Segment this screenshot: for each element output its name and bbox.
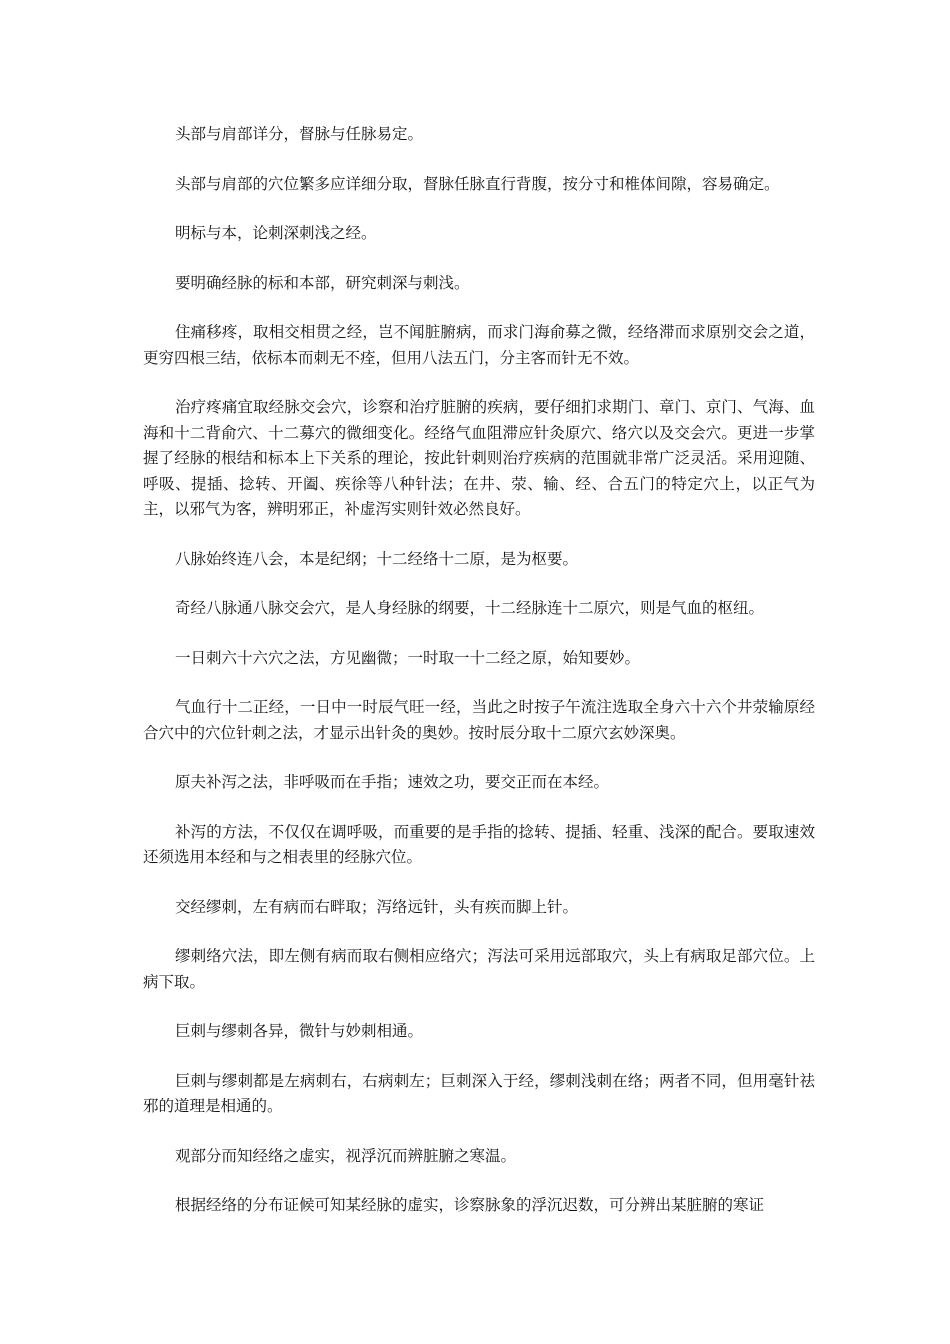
paragraph: 缪刺络穴法，即左侧有病而取右侧相应络穴；泻法可采用远部取穴，头上有病取足部穴位。上病下取。: [143, 947, 815, 991]
paragraph: 要明确经脉的标和本部，研究刺深与刺浅。: [175, 273, 470, 292]
document-body: [143, 122, 815, 1243]
paragraph: 住痛移疼，取相交相贯之经，岂不闻脏腑病，而求门海俞募之微，经络滞而求原别交会之道，更穷四根三结，依标本而刺无不痊，但用八法五门，分主客而针无不效。: [143, 323, 815, 367]
paragraph: 八脉始终连八会，本是纪纲；十二经络十二原，是为枢要。: [175, 549, 579, 568]
paragraph: 气血行十二正经，一日中一时辰气旺一经，当此之时按子午流注选取全身六十六个井荥输原经合穴中的穴位针刺之法，才显示出针灸的奥妙。按时辰分取十二原穴玄妙深奥。: [143, 698, 815, 742]
paragraph: 明标与本，论刺深刺浅之经。: [175, 224, 377, 242]
paragraph: 观部分而知经络之虚实，视浮沉而辨脏腑之寒温。: [175, 1146, 517, 1165]
paragraph: 根据经络的分布证候可知某经脉的虚实，诊察脉象的浮沉迟数，可分辨出某脏腑的寒证: [175, 1196, 765, 1214]
paragraph: 奇经八脉通八脉交会穴，是人身经脉的纲要，十二经脉连十二原穴，则是气血的枢纽。: [175, 599, 765, 617]
paragraph: 原夫补泻之法，非呼吸而在手指；速效之功，要交正而在本经。: [175, 773, 610, 791]
paragraph: 巨刺与缪刺各异，微针与妙刺相通。: [175, 1022, 424, 1040]
paragraph: 交经缪刺，左有病而右畔取；泻络远针，头有疾而脚上针。: [175, 897, 579, 916]
paragraph: 头部与肩部详分，督脉与任脉易定。: [175, 125, 424, 143]
paragraph: 巨刺与缪刺都是左病刺右，右病刺左；巨刺深入于经，缪刺浅刺在络；两者不同，但用毫针祛邪的道理是相通的。: [143, 1071, 815, 1115]
paragraph: 头部与肩部的穴位繁多应详细分取，督脉任脉直行背腹，按分寸和椎体间隙，容易确定。: [175, 174, 780, 193]
paragraph: 一日刺六十六穴之法，方见幽微；一时取一十二经之原，始知要妙。: [175, 648, 641, 667]
paragraph: 补泻的方法，不仅仅在调呼吸，而重要的是手指的捻转、提插、轻重、浅深的配合。要取速效还须选用本经和与之相表里的经脉穴位。: [143, 822, 815, 866]
paragraph: 治疗疼痛宜取经脉交会穴，诊察和治疗脏腑的疾病，要仔细扪求期门、章门、京门、气海、血海和十二背俞穴、十二募穴的微细变化。经络气血阻滞应针灸原穴、络穴以及交会穴。更进一步掌握了经脉的根结和标本上下关系的理论，按此针刺则治疗疾病的范围就非常广泛灵活。采用迎随、呼吸、提插、捻转、开阖、疾徐等八种针法；在井、荥、输、经、合五门的特定穴上，以正气为主，以邪气为客，辨明邪正，补虚泻实则针效必然良好。: [143, 398, 815, 518]
